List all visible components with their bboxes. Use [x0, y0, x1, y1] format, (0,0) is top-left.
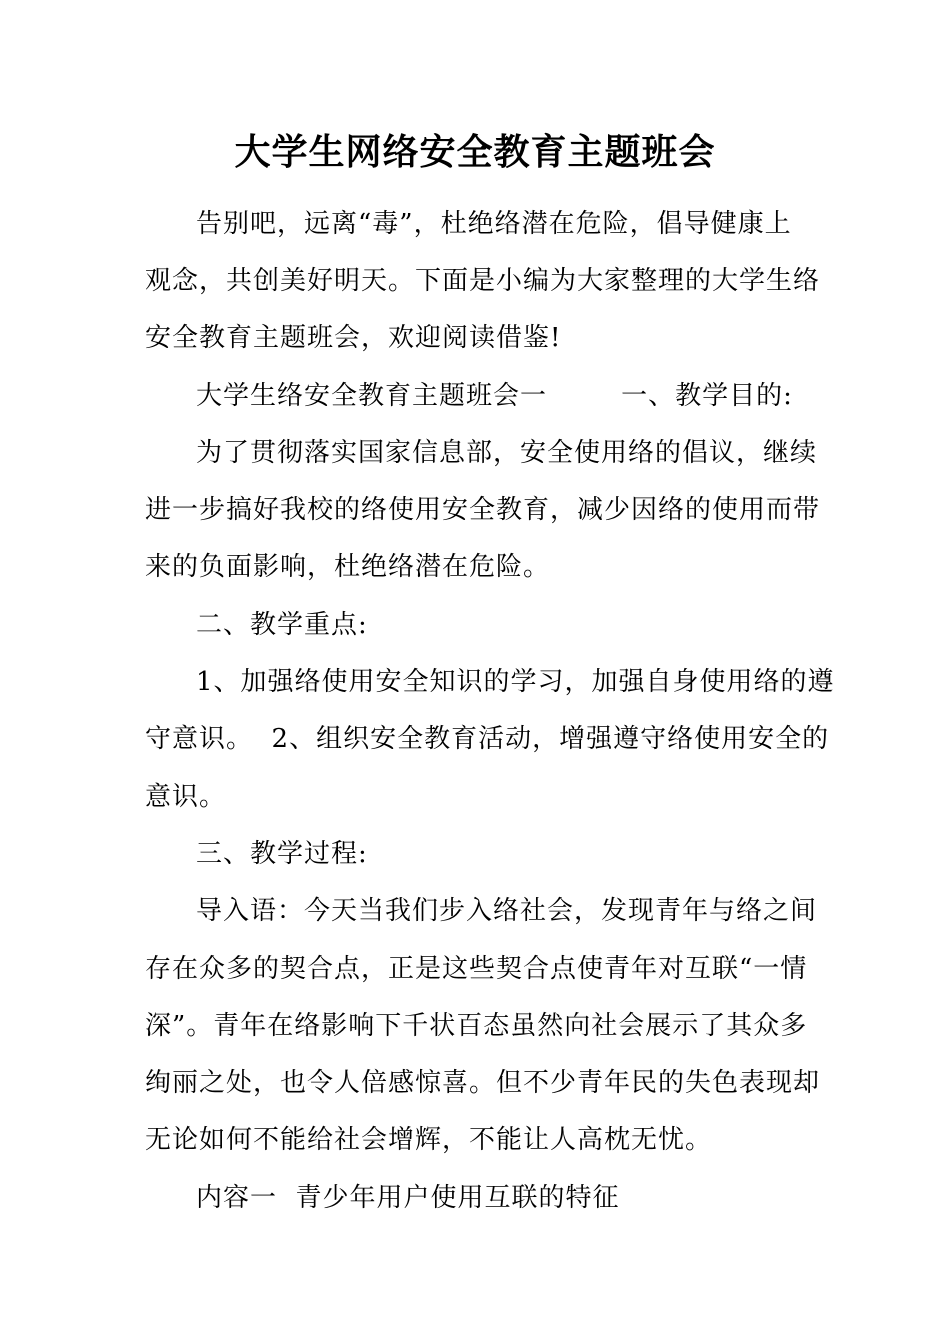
paragraph-line: 存在众多的契合点，正是这些契合点使青年对互联“一情 [145, 954, 808, 984]
paragraph-line: 观念，共创美好明天。下面是小编为大家整理的大学生络 [145, 266, 821, 296]
section-heading-line: 内容一 青少年用户使用互联的特征 [196, 1183, 620, 1213]
paragraph-line: 安全教育主题班会，欢迎阅读借鉴! [145, 323, 562, 353]
paragraph-line: 来的负面影响，杜绝络潜在危险。 [145, 552, 551, 582]
paragraph-line: 为了贯彻落实国家信息部，安全使用络的倡议，继续 [196, 438, 818, 468]
paragraph-line: 绚丽之处，也令人倍感惊喜。但不少青年民的失色表现却 [145, 1068, 821, 1098]
document-title: 大学生网络安全教育主题班会 [234, 132, 716, 173]
section-heading-line: 三、教学过程: [196, 839, 368, 869]
paragraph-line: 告别吧，远离“毒”，杜绝络潜在危险，倡导健康上 [196, 209, 792, 239]
paragraph-line: 深”。青年在络影响下千状百态虽然向社会展示了其众多 [145, 1011, 808, 1041]
paragraph-line: 导入语：今天当我们步入络社会，发现青年与络之间 [196, 896, 818, 926]
paragraph-line: 守意识。 2、组织安全教育活动，增强遵守络使用安全的 [145, 724, 830, 754]
section-heading-line: 二、教学重点: [196, 610, 368, 640]
paragraph-line: 进一步搞好我校的络使用安全教育，减少因络的使用而带 [145, 495, 821, 525]
paragraph-line: 1、加强络使用安全知识的学习，加强自身使用络的遵 [196, 667, 835, 697]
paragraph-line: 无论如何不能给社会增辉，不能让人高枕无忧。 [145, 1125, 713, 1155]
paragraph-line: 意识。 [145, 782, 227, 812]
section-heading-line: 大学生络安全教育主题班会一 一、教学目的: [196, 381, 793, 411]
